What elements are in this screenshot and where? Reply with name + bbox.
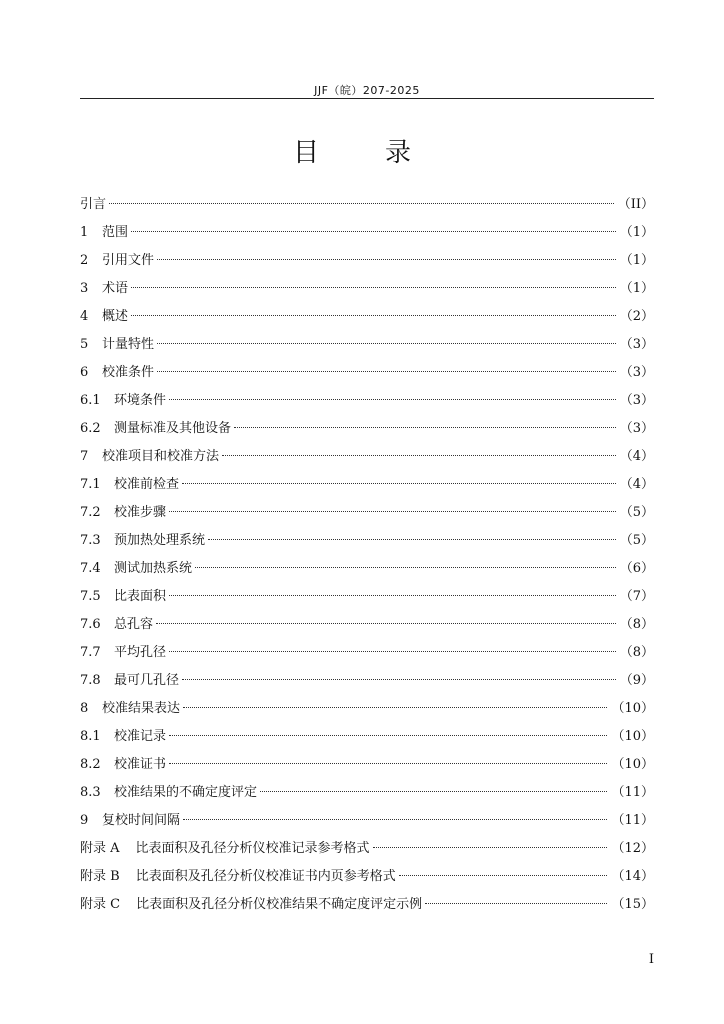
toc-entry-number: 7	[80, 449, 89, 464]
toc-entry-number: 附录 B	[80, 869, 120, 884]
toc-entry[interactable]	[80, 667, 654, 695]
toc-dot-leader	[222, 455, 616, 456]
toc-entry-title: 测试加热系统	[114, 561, 193, 576]
toc-entry-number: 7.2	[80, 505, 101, 520]
toc-entry-page: （4）	[619, 477, 654, 492]
toc-entry-title: 比表面积及孔径分析仪校准记录参考格式	[135, 841, 370, 856]
toc-entry-number: 1	[80, 225, 89, 240]
toc-entry[interactable]	[80, 695, 654, 723]
toc-dot-leader	[260, 791, 607, 792]
toc-entry-page: （11）	[611, 785, 654, 800]
toc-entry-title: 总孔容	[114, 617, 154, 632]
toc-entry[interactable]	[80, 751, 654, 779]
toc-entry-number: 9	[80, 813, 89, 828]
toc-dot-leader	[131, 231, 616, 232]
toc-dot-leader	[169, 763, 607, 764]
toc-entry-page: （14）	[611, 869, 654, 884]
toc-entry-page: （2）	[619, 309, 654, 324]
toc-entry-title: 校准证书	[114, 757, 167, 772]
toc-dot-leader	[169, 399, 616, 400]
toc-entry-title: 比表面积及孔径分析仪校准证书内页参考格式	[135, 869, 396, 884]
toc-entry-number: 4	[80, 309, 89, 324]
toc-entry-title: 引言	[80, 197, 107, 212]
toc-entry-title: 比表面积及孔径分析仪校准结果不确定度评定示例	[136, 897, 423, 912]
toc-entry-page: （10）	[611, 729, 654, 744]
toc-entry[interactable]	[80, 359, 654, 387]
toc-entry[interactable]	[80, 835, 654, 863]
toc-entry[interactable]	[80, 863, 654, 891]
toc-entry-title: 校准步骤	[114, 505, 167, 520]
toc-dot-leader	[156, 623, 616, 624]
toc-entry[interactable]	[80, 247, 654, 275]
toc-entry-number: 7.5	[80, 589, 101, 604]
toc-entry-number: 5	[80, 337, 89, 352]
toc-entry[interactable]	[80, 555, 654, 583]
toc-entry-title: 预加热处理系统	[114, 533, 206, 548]
toc-dot-leader	[109, 203, 614, 204]
toc-entry-number: 7.7	[80, 645, 101, 660]
toc-entry-title: 平均孔径	[114, 645, 167, 660]
toc-entry[interactable]	[80, 779, 654, 807]
toc-dot-leader	[234, 427, 616, 428]
toc-entry-title: 复校时间间隔	[102, 813, 181, 828]
toc-entry-title: 范围	[102, 225, 129, 240]
toc-dot-leader	[182, 483, 616, 484]
toc-entry-page: （1）	[619, 253, 654, 268]
toc-entry-page: （11）	[611, 813, 654, 828]
toc-dot-leader	[169, 651, 616, 652]
toc-entry-page: （3）	[619, 365, 654, 380]
toc-entry-title: 校准结果的不确定度评定	[114, 785, 258, 800]
page-title: 目 录	[292, 138, 431, 168]
toc-entry-page: （3）	[619, 393, 654, 408]
toc-entry-page: （9）	[619, 673, 654, 688]
toc-dot-leader	[169, 595, 616, 596]
toc-entry-page: （5）	[619, 505, 654, 520]
toc-dot-leader	[183, 707, 607, 708]
toc-entry-title: 最可几孔径	[114, 673, 180, 688]
toc-dot-leader	[425, 903, 607, 904]
toc-entry-number: 7.6	[80, 617, 101, 632]
toc-entry-number: 7.4	[80, 561, 101, 576]
toc-entry-title: 术语	[102, 281, 129, 296]
toc-dot-leader	[399, 875, 608, 876]
toc-entry-page: （10）	[611, 757, 654, 772]
toc-dot-leader	[169, 511, 616, 512]
toc-entry-page: （1）	[619, 225, 654, 240]
toc-entry-number: 7.3	[80, 533, 101, 548]
toc-entry[interactable]	[80, 275, 654, 303]
toc-entry[interactable]	[80, 499, 654, 527]
toc-dot-leader	[373, 847, 608, 848]
toc-entry-title: 校准结果表达	[102, 701, 181, 716]
table-of-contents	[80, 191, 654, 919]
toc-entry-number: 8.3	[80, 785, 101, 800]
toc-entry[interactable]	[80, 387, 654, 415]
toc-dot-leader	[157, 371, 616, 372]
toc-entry-page: （12）	[611, 841, 654, 856]
toc-entry-page: （15）	[611, 897, 654, 912]
toc-entry-page: （4）	[619, 449, 654, 464]
toc-entry-number: 8.1	[80, 729, 101, 744]
toc-entry-title: 概述	[102, 309, 129, 324]
toc-entry[interactable]	[80, 639, 654, 667]
toc-entry[interactable]	[80, 471, 654, 499]
toc-entry-number: 7.1	[80, 477, 101, 492]
toc-entry-page: （1）	[619, 281, 654, 296]
toc-entry-title: 计量特性	[102, 337, 155, 352]
toc-entry-title: 校准记录	[114, 729, 167, 744]
toc-entry-title: 校准项目和校准方法	[102, 449, 220, 464]
toc-entry-page: （7）	[619, 589, 654, 604]
toc-entry-number: 附录 C	[80, 897, 121, 912]
toc-entry-title: 环境条件	[114, 393, 167, 408]
toc-dot-leader	[157, 259, 616, 260]
toc-entry-title: 校准前检查	[114, 477, 180, 492]
toc-entry-number: 2	[80, 253, 89, 268]
toc-entry[interactable]	[80, 611, 654, 639]
toc-entry[interactable]	[80, 219, 654, 247]
toc-entry-number: 8	[80, 701, 89, 716]
toc-entry-title: 比表面积	[114, 589, 167, 604]
toc-entry-page: （5）	[619, 533, 654, 548]
toc-entry-page: （3）	[619, 337, 654, 352]
toc-entry-number: 8.2	[80, 757, 101, 772]
toc-entry[interactable]	[80, 723, 654, 751]
toc-entry-page: （II）	[617, 197, 654, 212]
document-header-code: JJF（皖）207-2025	[314, 84, 420, 97]
toc-entry[interactable]	[80, 527, 654, 555]
toc-entry-number: 6.2	[80, 421, 101, 436]
toc-entry[interactable]	[80, 891, 654, 919]
toc-entry-page: （10）	[611, 701, 654, 716]
toc-entry-number: 7.8	[80, 673, 101, 688]
toc-entry-number: 3	[80, 281, 89, 296]
header-divider	[80, 98, 654, 99]
toc-entry-page: （6）	[619, 561, 654, 576]
toc-entry[interactable]	[80, 807, 654, 835]
toc-dot-leader	[131, 315, 616, 316]
toc-entry[interactable]	[80, 443, 654, 471]
toc-entry-number: 6	[80, 365, 89, 380]
toc-dot-leader	[182, 679, 616, 680]
toc-entry-page: （8）	[619, 617, 654, 632]
toc-entry-page: （3）	[619, 421, 654, 436]
toc-entry[interactable]	[80, 191, 654, 219]
toc-dot-leader	[195, 567, 616, 568]
toc-entry[interactable]	[80, 583, 654, 611]
toc-dot-leader	[169, 735, 607, 736]
toc-dot-leader	[131, 287, 616, 288]
toc-dot-leader	[208, 539, 616, 540]
toc-entry-page: （8）	[619, 645, 654, 660]
toc-dot-leader	[157, 343, 616, 344]
toc-entry-title: 引用文件	[102, 253, 155, 268]
toc-entry-title: 测量标准及其他设备	[114, 421, 232, 436]
toc-dot-leader	[183, 819, 607, 820]
toc-entry-title: 校准条件	[102, 365, 155, 380]
toc-entry-number: 附录 A	[80, 841, 120, 856]
page-number: I	[648, 952, 654, 967]
toc-entry[interactable]	[80, 331, 654, 359]
toc-entry-number: 6.1	[80, 393, 101, 408]
toc-entry[interactable]	[80, 415, 654, 443]
toc-entry[interactable]	[80, 303, 654, 331]
